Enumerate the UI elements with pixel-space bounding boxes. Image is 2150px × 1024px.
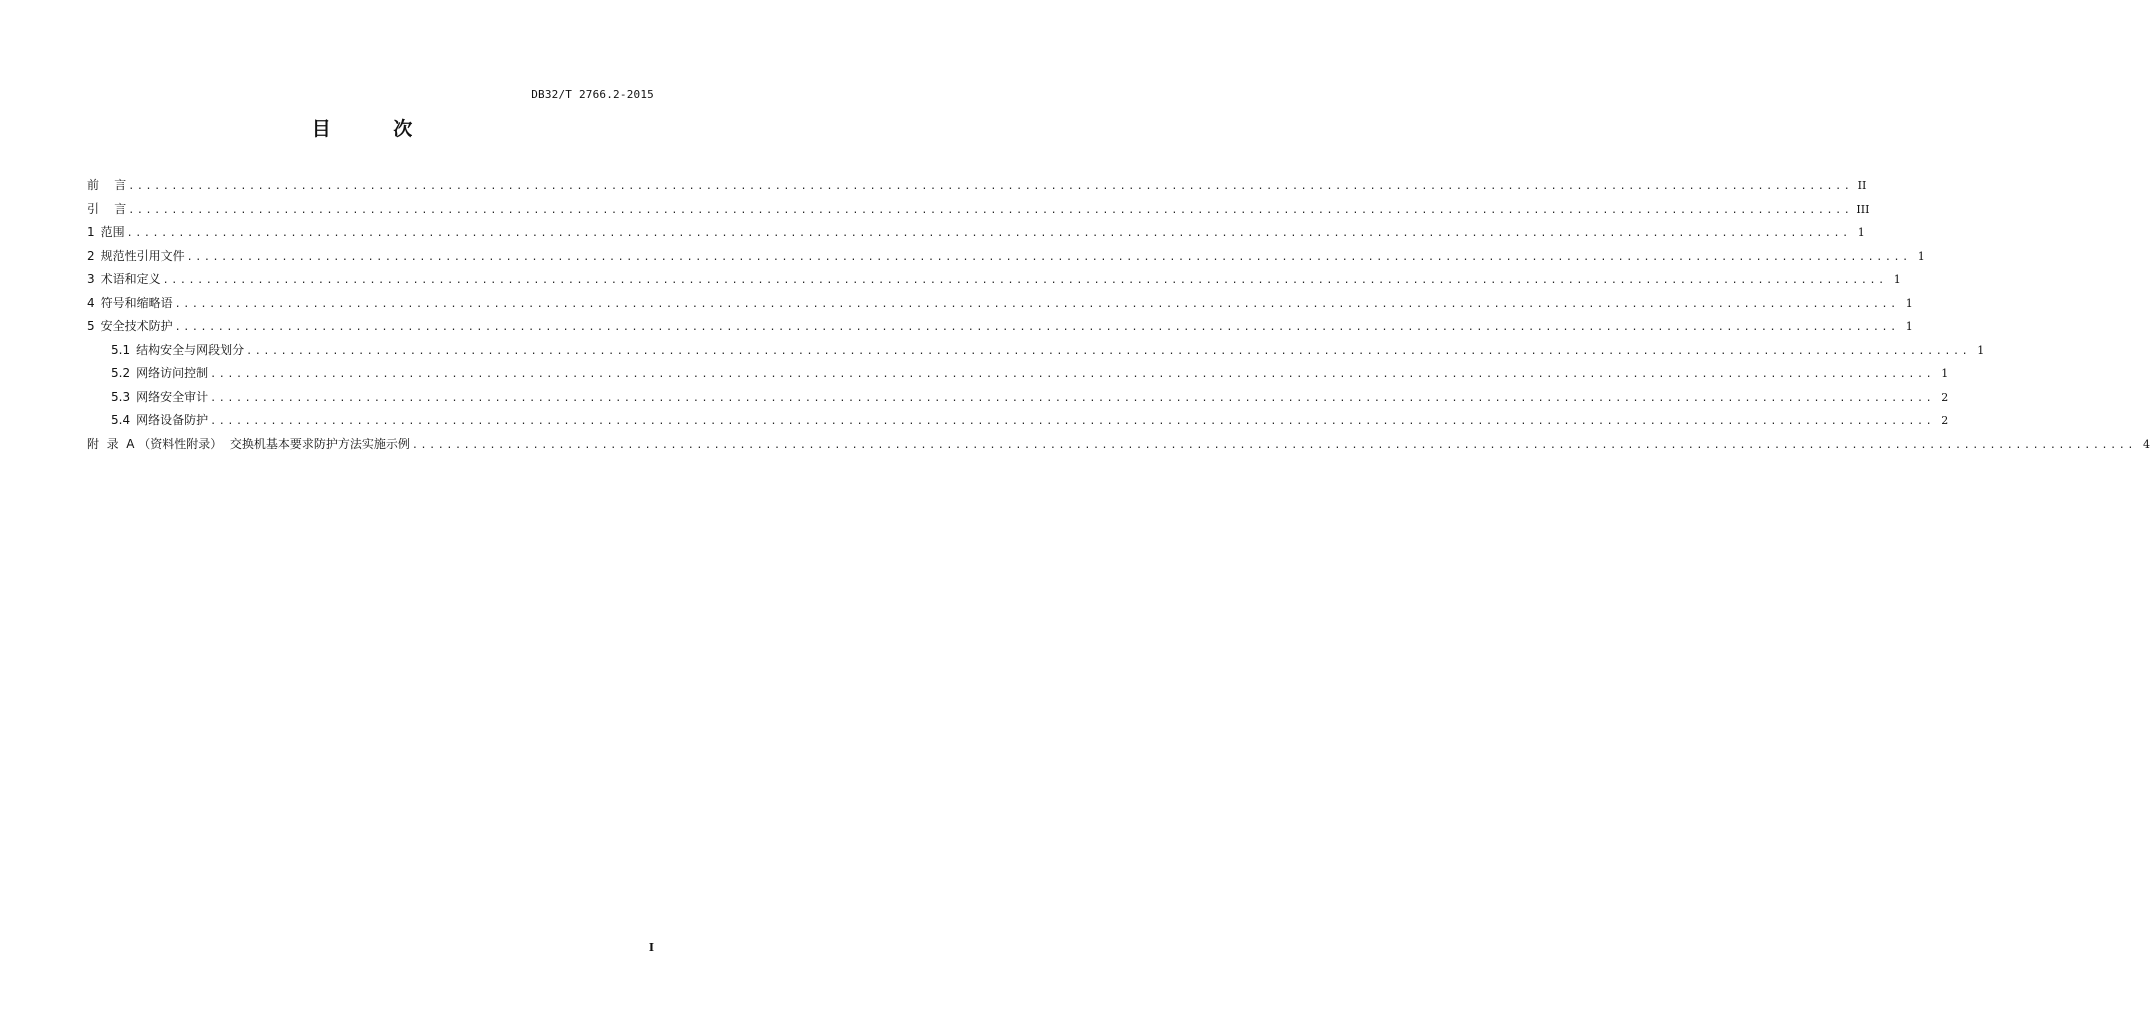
toc-entry-page: 2: [1941, 414, 1949, 427]
toc-leader-dots: ........................................................................................................................................................................................................: [210, 416, 1935, 427]
document-code: DB32/T 2766.2-2015: [531, 88, 654, 101]
toc-entry-scope[interactable]: [87, 221, 1865, 245]
toc-entry-number: 4: [87, 295, 95, 310]
toc-entry-number: 5: [87, 319, 95, 333]
toc-leader-dots: ........................................................................................................................................................................................................: [411, 439, 2137, 451]
toc-entry-number: 5.4: [111, 413, 131, 427]
toc-entry-page: II: [1857, 179, 1867, 192]
toc-entry-page: 2: [1941, 390, 1949, 404]
toc-entry-device-protection[interactable]: [87, 409, 1949, 433]
toc-entry-page: 1: [1941, 367, 1949, 380]
toc-entry-page: 1: [1905, 296, 1913, 310]
toc-entry-title: 网络访问控制: [136, 366, 209, 380]
toc-leader-dots: ........................................................................................................................................................................................................: [186, 251, 1911, 263]
toc-entry-page: 4: [2143, 437, 2150, 451]
toc-entry-access-control[interactable]: [87, 362, 1949, 386]
page-title: 目 次: [311, 118, 441, 140]
toc-entry-title: 前 言: [87, 178, 127, 192]
toc-entry-title: 术语和定义: [100, 272, 161, 286]
toc-entry-title: 结构安全与网段划分: [136, 342, 245, 357]
toc-leader-dots: ........................................................................................................................................................................................................: [162, 275, 1887, 286]
toc-entry-structure-security[interactable]: [87, 339, 1985, 363]
toc-leader-dots: ........................................................................................................................................................................................................: [246, 345, 1971, 357]
toc-leader-dots: ........................................................................................................................................................................................................: [174, 322, 1899, 333]
toc-entry-title: 规范性引用文件: [100, 248, 185, 263]
toc-entry-terms-definitions[interactable]: [87, 268, 1901, 292]
toc-entry-page: III: [1856, 202, 1870, 216]
toc-entry-symbols-abbreviations[interactable]: [87, 292, 1913, 316]
toc-entry-number: 5.3: [111, 389, 131, 404]
toc-entry-title: 范围: [100, 225, 125, 239]
toc-leader-dots: ........................................................................................................................................................................................................: [174, 298, 1899, 310]
toc-entry-number: 2: [87, 248, 95, 263]
toc-leader-dots: ........................................................................................................................................................................................................: [128, 181, 1853, 192]
toc-entry-title: 网络设备防护: [136, 413, 209, 427]
table-of-contents: [87, 174, 2150, 456]
toc-entry-security-audit[interactable]: [87, 386, 1949, 410]
toc-entry-number: 3: [87, 272, 95, 286]
toc-leader-dots: ........................................................................................................................................................................................................: [126, 228, 1851, 239]
toc-entry-title: 引 言: [87, 201, 127, 216]
page-number: I: [648, 941, 654, 954]
toc-entry-page: 1: [1905, 320, 1913, 333]
toc-entry-page: 1: [1917, 249, 1925, 263]
toc-entry-title: 符号和缩略语: [100, 295, 173, 310]
toc-entry-page: 1: [1893, 273, 1901, 286]
toc-entry-number: 5.2: [111, 366, 131, 380]
toc-entry-title: 网络安全审计: [136, 389, 209, 404]
toc-leader-dots: ........................................................................................................................................................................................................: [128, 204, 1853, 216]
toc-entry-security-protection[interactable]: [87, 315, 1913, 339]
toc-entry-title: 附 录 A （资料性附录） 交换机基本要求防护方法实施示例: [87, 436, 410, 451]
toc-entry-introduction[interactable]: [87, 198, 1870, 222]
toc-entry-normative-references[interactable]: [87, 245, 1925, 269]
toc-entry-number: 1: [87, 225, 95, 239]
toc-leader-dots: ........................................................................................................................................................................................................: [210, 369, 1935, 380]
toc-leader-dots: ........................................................................................................................................................................................................: [210, 392, 1935, 404]
toc-entry-title: 安全技术防护: [100, 319, 173, 333]
toc-entry-appendix-a[interactable]: [87, 433, 2150, 457]
toc-entry-number: 5.1: [111, 342, 131, 357]
toc-entry-foreword[interactable]: [87, 174, 1867, 198]
toc-entry-page: 1: [1977, 343, 1985, 357]
toc-entry-page: 1: [1857, 226, 1865, 239]
